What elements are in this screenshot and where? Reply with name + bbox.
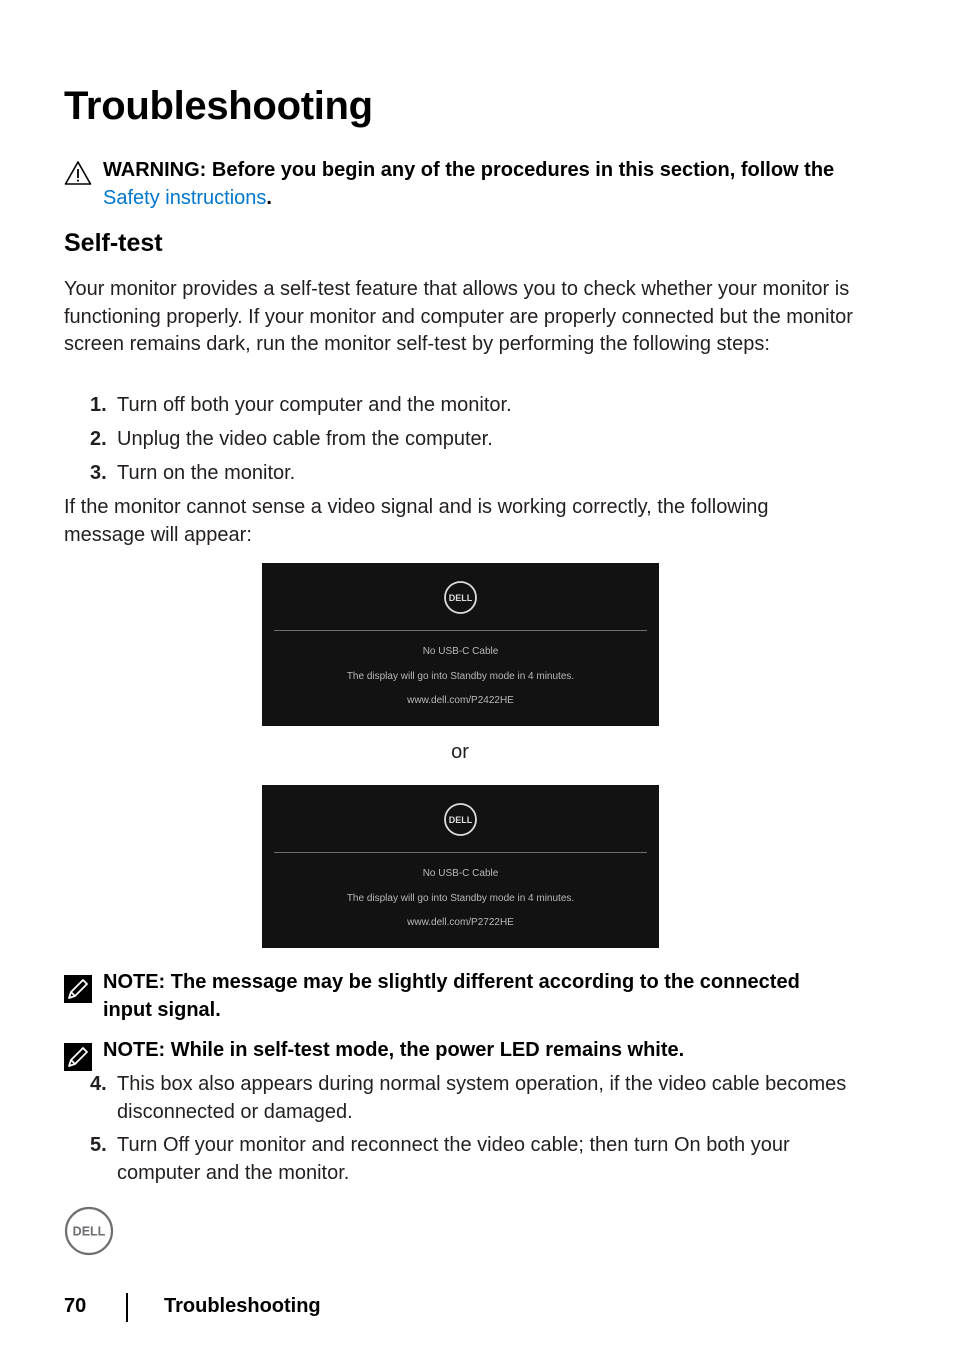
page-title: Troubleshooting [64,84,373,128]
after-steps-paragraph: If the monitor cannot sense a video signal and is working correctly, the following message will appear: [64,496,769,546]
note-text: NOTE: While in self-test mode, the power LED remains white. [103,1039,685,1061]
screen-line-standby: The display will go into Standby mode in 4 minutes. [346,671,575,682]
step-number: 2. [90,428,107,450]
page-number: 70 [64,1295,87,1317]
note-callout [64,1037,854,1065]
step-item [90,426,870,454]
intro-paragraph: Your monitor provides a self-test feature that allows you to check whether your monitor is functioning properly. If your monitor and computer are properly connected but the monitor screen remains dark, run the monitor self-test by performing the following steps: [64,278,853,355]
screen-line-url: www.dell.com/P2422HE [407,695,514,706]
step-text: Unplug the video cable from the computer. [117,428,493,450]
or-separator: or [451,741,469,763]
step-text: Turn on the monitor. [117,462,296,484]
screen-divider [274,630,647,631]
warning-prefix: WARNING: Before you begin any of the procedures in this section, follow the [103,159,835,181]
dell-logo-icon [443,580,478,615]
section-heading: Self-test [64,229,163,257]
screen-line-standby: The display will go into Standby mode in 4 minutes. [346,893,575,904]
svg-text:DELL: DELL [448,815,473,825]
step-item [90,1132,870,1187]
footer-divider [126,1293,128,1322]
step-text: Turn Off your monitor and reconnect the video cable; then turn On both your computer and the monitor. [117,1134,790,1184]
note-pencil-icon [64,1043,92,1071]
step-text: This box also appears during normal system operation, if the video cable becomes disconnected or damaged. [117,1073,847,1123]
note-text: NOTE: The message may be slightly different according to the connected input signal. [103,971,800,1021]
step-item [90,392,870,420]
safety-instructions-link[interactable]: Safety instructions [103,187,267,209]
step-item [90,460,870,488]
svg-text:DELL: DELL [448,593,473,603]
step-number: 3. [90,462,107,484]
dell-logo-icon [443,802,478,837]
step-number: 4. [90,1073,107,1095]
dell-logo-icon [64,1206,114,1256]
warning-callout [64,156,884,212]
note-pencil-icon [64,975,92,1003]
footer-section-title: Troubleshooting [164,1295,321,1317]
step-number: 1. [90,394,107,416]
warning-triangle-icon [64,160,92,186]
step-text: Turn off both your computer and the monitor. [117,394,512,416]
svg-text:DELL: DELL [72,1224,106,1239]
monitor-message-screen [262,785,659,948]
screen-line-cable: No USB-C Cable [422,868,499,879]
screen-line-cable: No USB-C Cable [422,646,499,657]
warning-suffix: . [266,187,272,209]
monitor-message-screen [262,563,659,726]
warning-text [103,156,884,212]
note-callout [64,969,854,1024]
screen-divider [274,852,647,853]
step-item [90,1071,870,1126]
screen-line-url: www.dell.com/P2722HE [407,917,514,928]
step-number: 5. [90,1134,107,1156]
